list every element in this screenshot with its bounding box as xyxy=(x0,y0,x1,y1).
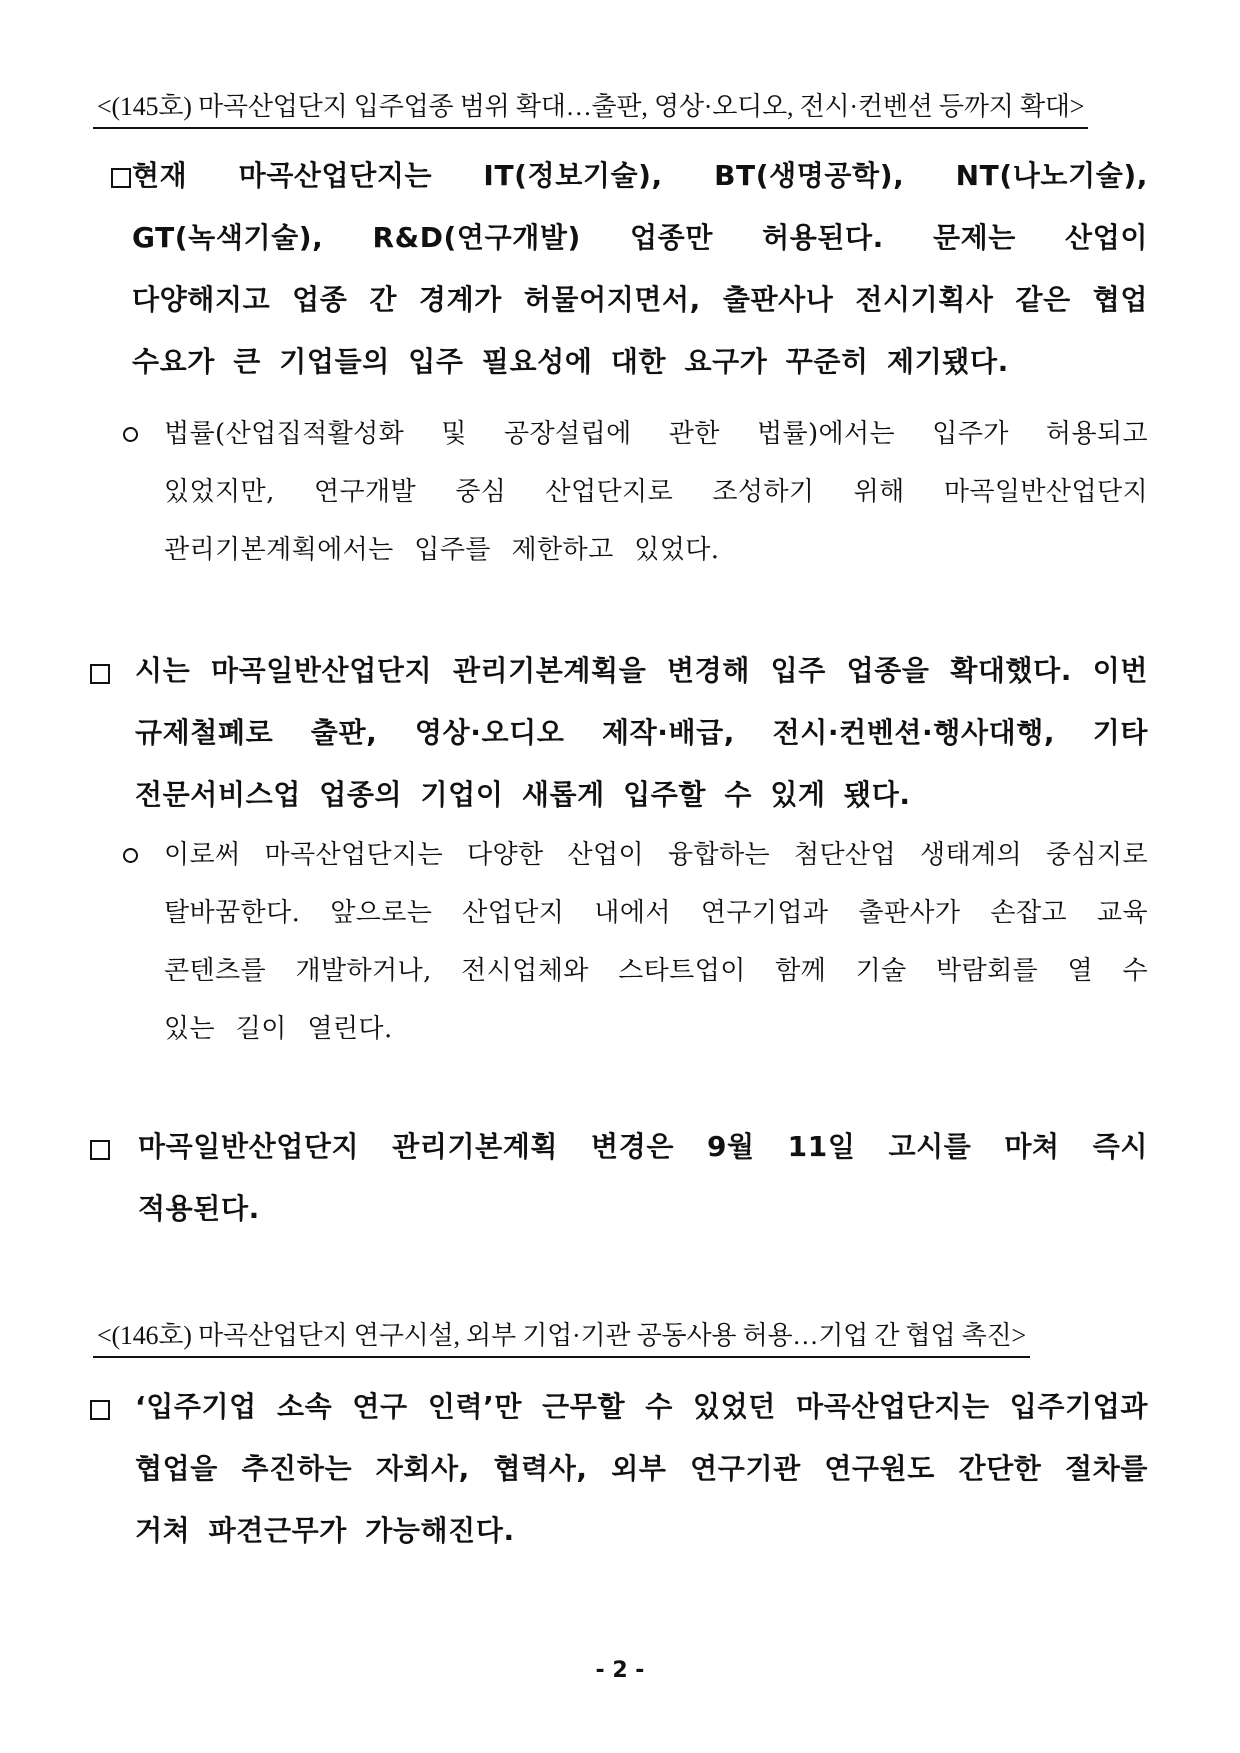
sub-paragraph-text: 이로써 마곡산업단지는 다양한 산업이 융합하는 첨단산업 생태계의 중심지로 탈바꿈한다. 앞으로는 산업단지 내에서 연구기업과 출판사가 손잡고 교육 콘텐츠를 개발하거나, 전시업체와 스타트업이 함께 기술 박람회를 열 수 있는 길이 열린다. xyxy=(164,840,1148,1044)
square-bullet-icon xyxy=(90,1140,110,1160)
square-bullet-icon xyxy=(111,168,131,188)
square-bullet-icon xyxy=(90,664,110,684)
paragraph-text: 시는 마곡일반산업단지 관리기본계획을 변경해 입주 업종을 확대했다. 이번 규제철폐로 출판, 영상·오디오 제작·배급, 전시·컨벤션·행사대행, 기타 전문서비스업 업종의 기업이 새롭게 입주할 수 있게 됐다. xyxy=(135,654,1148,811)
paragraph-text: 현재 마곡산업단지는 IT(정보기술), BT(생명공학), NT(나노기술), GT(녹색기술), R&D(연구개발) 업종만 허용된다. 문제는 산업이 다양해지고 업종 간 경계가 허물어지면서, 출판사나 전시기획사 같은 협업 수요가 큰 기업들의 입주 필요성에 대한 요구가 꾸준히 제기됐다. xyxy=(132,159,1148,378)
paragraph-block xyxy=(85,145,1148,393)
paragraph-text: 마곡일반산업단지 관리기본계획 변경은 9월 11일 고시를 마쳐 즉시 적용된다. xyxy=(138,1130,1148,1225)
section-heading-145: <(145호) 마곡산업단지 입주업종 범위 확대…출판, 영상·오디오, 전시·컨벤션 등까지 확대> xyxy=(93,86,1088,129)
paragraph-block xyxy=(90,1116,1148,1240)
page-number: - 2 - xyxy=(595,1658,645,1683)
sub-paragraph-block xyxy=(120,826,1148,1058)
section-heading-146: <(146호) 마곡산업단지 연구시설, 외부 기업·기관 공동사용 허용…기업 간 협업 촉진> xyxy=(93,1315,1030,1358)
paragraph-block xyxy=(90,1376,1148,1562)
circle-bullet-icon xyxy=(123,848,138,863)
sub-paragraph-text: 법률(산업집적활성화 및 공장설립에 관한 법률)에서는 입주가 허용되고 있었지만, 연구개발 중심 산업단지로 조성하기 위해 마곡일반산업단지 관리기본계획에서는 입주를 제한하고 있었다. xyxy=(164,419,1148,565)
square-bullet-icon xyxy=(90,1400,110,1420)
circle-bullet-icon xyxy=(123,427,138,442)
paragraph-block xyxy=(90,640,1148,826)
sub-paragraph-block xyxy=(120,405,1148,579)
paragraph-text: ‘입주기업 소속 연구 인력’만 근무할 수 있었던 마곡산업단지는 입주기업과 협업을 추진하는 자회사, 협력사, 외부 연구기관 연구원도 간단한 절차를 거쳐 파견근무가 가능해진다. xyxy=(135,1390,1148,1547)
